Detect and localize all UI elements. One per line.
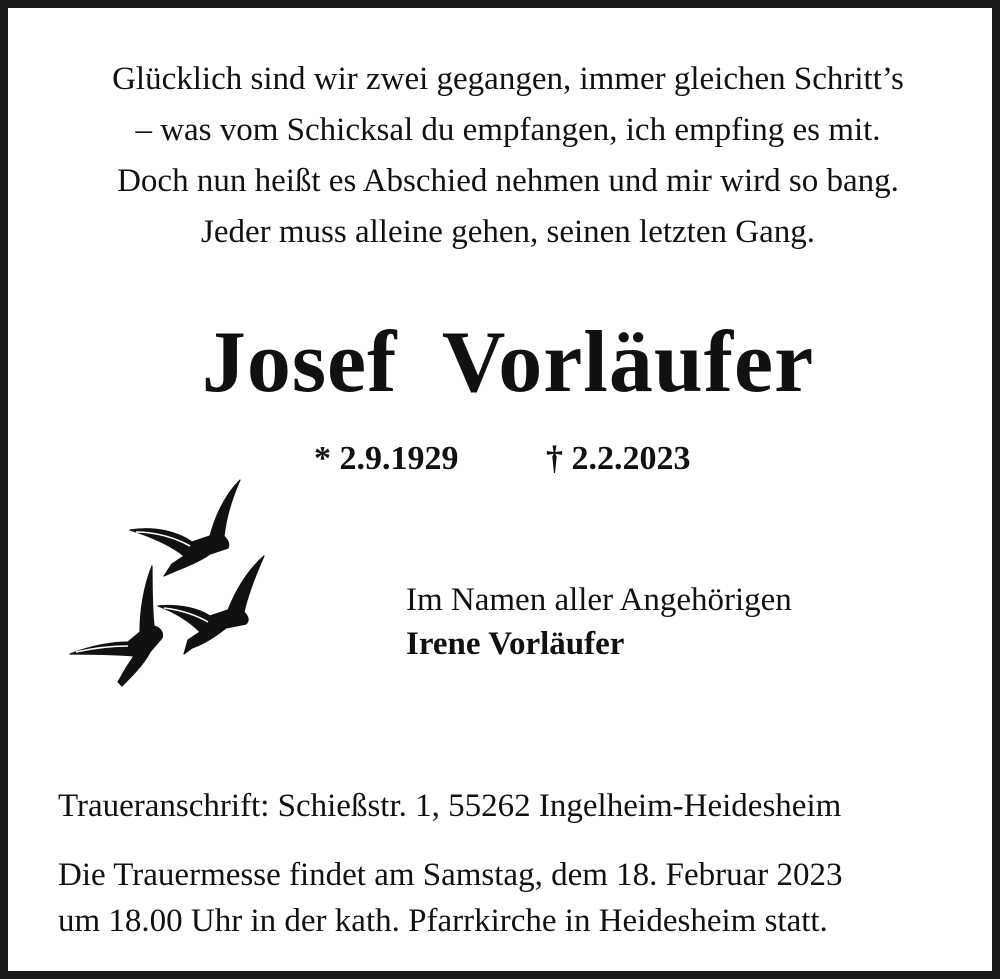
poem [16, 54, 1000, 258]
poem-line-1: Glücklich sind wir zwei gegangen, immer gleichen Schritt’s [112, 61, 904, 97]
service-line-1: Die Trauermesse findet am Samstag, dem 18. Februar 2023 [58, 857, 843, 893]
poem-line-2: – was vom Schicksal du empfangen, ich empfing es mit. [135, 112, 881, 148]
signer-name: Irene Vorläufer [406, 626, 625, 662]
family-line: Im Namen aller Angehörigen [406, 582, 792, 618]
poem-line-3: Doch nun heißt es Abschied nehmen und mir wird so bang. [117, 163, 899, 199]
obituary-content [16, 16, 984, 963]
flying-birds-icon [60, 474, 270, 694]
birth-date: * 2.9.1929 [314, 440, 459, 477]
condolence-address: Traueranschrift: Schießstr. 1, 55262 Ingelheim-Heidesheim [58, 788, 842, 824]
poem-line-4: Jeder muss alleine gehen, seinen letzten Gang. [201, 214, 815, 250]
service-line-2: um 18.00 Uhr in der kath. Pfarrkirche in Heidesheim statt. [58, 903, 828, 939]
family-signature [406, 578, 792, 666]
death-date: † 2.2.2023 [546, 440, 691, 477]
deceased-name: Josef Vorläufer [201, 314, 815, 411]
funeral-service-info [58, 852, 843, 944]
